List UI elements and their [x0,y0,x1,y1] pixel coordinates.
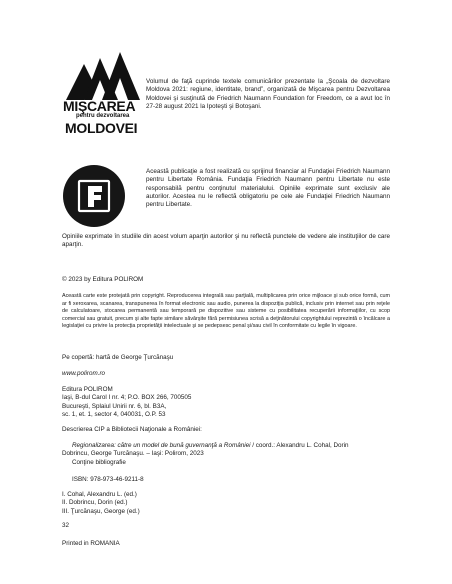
logo-line-3: MOLDOVEI [65,120,138,136]
cip-authors [62,491,140,516]
cover-credit: Pe copertă: hartă de George Ţurcănaşu [62,354,174,361]
logo-line-2: pentru dezvoltarea [76,113,130,119]
author-entry: II. Dobrincu, Dorin (ed.) [62,499,128,507]
cip-bibliography: Conţine bibliografie [72,458,126,466]
fnf-f-icon [62,164,126,228]
copyright-line: © 2023 by Editura POLIROM [62,276,144,283]
publisher-line: Iaşi, B-dul Carol I nr. 4; P.O. BOX 266, 700505 [62,394,192,402]
funding-paragraph: Această publicaţie a fost realizată cu sprijinul financiar al Fundaţiei Friedrich Naumann pentru Libertate România. Fundaţia Friedrich Naumann pentru Libertate nu este responsabilă pentru conţinutul materialului. Opiniile exprimate sunt exclusiv ale autorilor. Acestea nu le reflectă obligatoriu pe cele ale Fundaţiei Friedrich Naumann pentru Libertate. [146,168,390,209]
publisher-line: Bucureşti, Splaiul Unirii nr. 6, bl. B3A, [62,402,167,410]
cip-heading: Descrierea CIP a Bibliotecii Naţionale a României: [62,426,202,433]
cip-publication: Dobrincu, George Turcănaşu. – Iaşi: Polirom, 2023 [62,450,204,458]
publisher-block [62,386,191,419]
logo-line-1: MIŞCAREA [63,98,136,114]
mountain-chevron-icon [62,50,142,100]
cip-entry [62,442,390,467]
author-entry: I. Cohal, Alexandru L. (ed.) [62,491,137,498]
cip-number: 32 [62,522,70,529]
miscarea-logo [62,50,142,136]
cip-coordinators: / coord.: Alexandru L. Cohal, Dorin [250,442,349,449]
printed-line: Printed in ROMANIA [62,540,120,547]
isbn-line: ISBN: 978-973-46-9211-8 [72,476,144,483]
cip-title: Regionalizarea: către un model de bună guvernanţă a României [72,442,251,449]
author-entry: III. Ţurcănaşu, George (ed.) [62,507,140,515]
publisher-line: Editura POLIROM [62,386,113,393]
fnf-logo [62,164,126,228]
website-link[interactable]: www.polirom.ro [62,370,106,377]
intro-paragraph: Volumul de faţă cuprinde textele comunicărilor prezentate la „Şcoala de dezvoltare Moldova 2021: regiune, identitate, brand”, organizată de Mişcarea pentru Dezvoltarea Moldovei şi susţinută de Friedrich Naumann Foundation for Freedom, ce a avut loc în 27-28 august 2021 la Ipoteşti şi Botoşani. [146,78,390,110]
legal-paragraph: Această carte este protejată prin copyright. Reproducerea integrală sau parţială, multiplicarea prin orice mijloace şi sub orice formă, cum ar fi xeroxarea, scanarea, transpunerea în format electronic sau audio, punerea la dispoziţia publică, inclusiv prin internet sau prin reţele de calculatoare, stocarea permanentă sau temporară pe dispozitive sau sisteme cu posibilitatea recuperării informaţiilor, cu scop comercial sau gratuit, precum şi alte fapte similare săvârşite fără permisiunea scrisă a deţinătorului copyrightului reprezintă o încălcare a legislaţiei cu privire la protecţia proprietăţii intelectuale şi se pedepsesc penal şi/sau civil în conformitate cu legile în vigoare. [62,293,390,330]
publisher-line: sc. 1, et. 1, sector 4, 040031, O.P. 53 [62,410,166,418]
disclaimer-paragraph: Opiniile exprimate în studiile din acest volum aparţin autorilor şi nu reflectă punctele de vedere ale instituţiilor de care aparţin. [62,233,390,249]
